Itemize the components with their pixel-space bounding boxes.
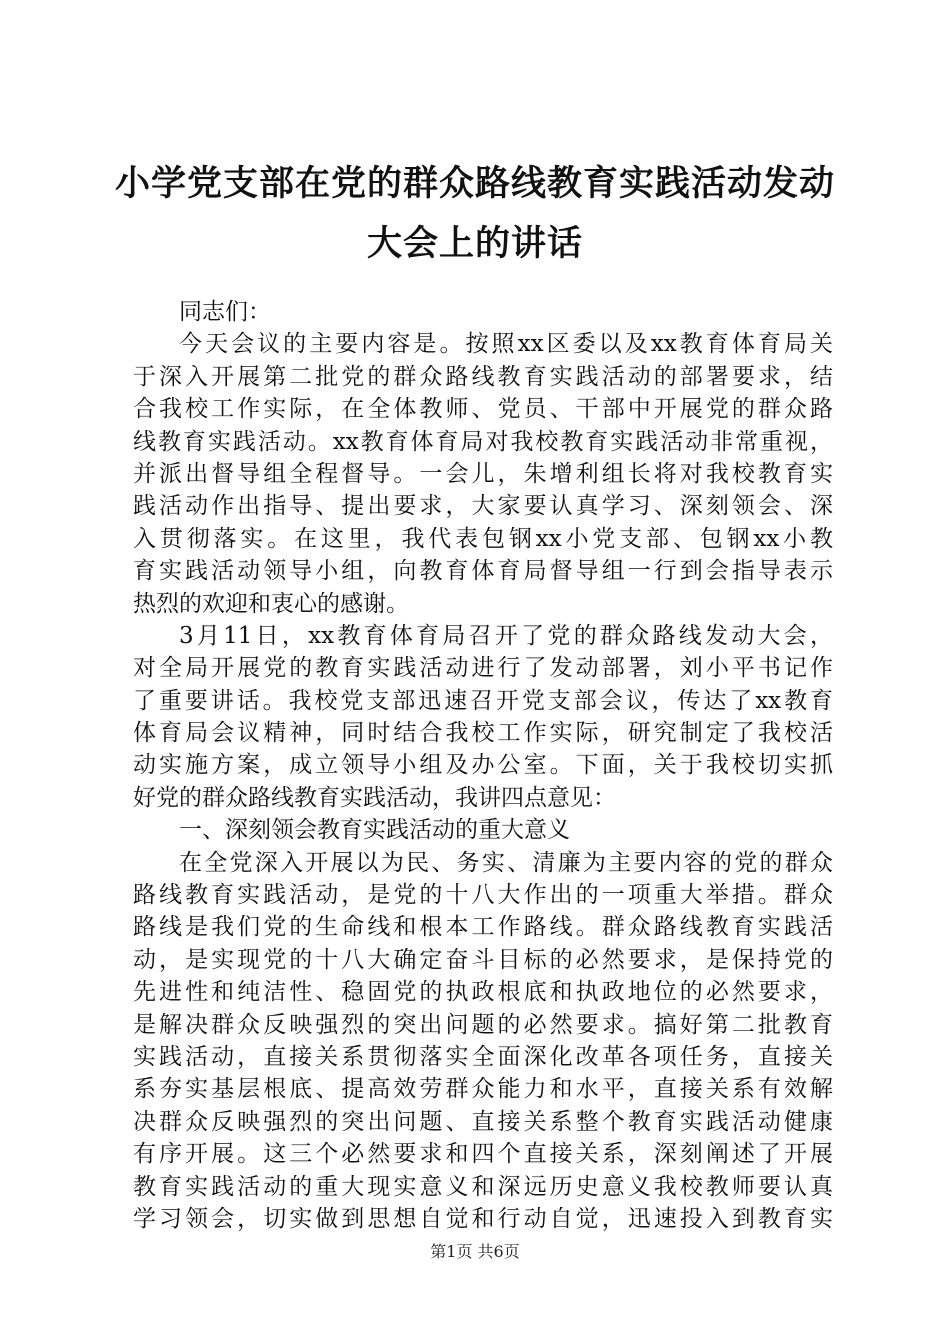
paragraph-line: 是解决群众反映强烈的突出问题的必然要求。搞好第二批教育 bbox=[133, 1011, 833, 1038]
paragraph-line: 动，是实现党的十八大确定奋斗目标的必然要求，是保持党的 bbox=[133, 946, 833, 973]
paragraph-line: 于深入开展第二批党的群众路线教育实践活动的部署要求，结 bbox=[133, 363, 833, 390]
paragraph-line: 线教育实践活动。xx教育体育局对我校教育实践活动非常重视， bbox=[133, 428, 833, 455]
document-title-line-2: 大会上的讲话 bbox=[366, 224, 583, 264]
page-number-footer: 第1页 共6页 bbox=[430, 1242, 520, 1261]
document-title-line-1: 小学党支部在党的群众路线教育实践活动发动 bbox=[114, 164, 835, 204]
paragraph-line: 3月11日，xx教育体育局召开了党的群众路线发动大会， bbox=[179, 622, 833, 649]
paragraph-line: 今天会议的主要内容是。按照xx区委以及xx教育体育局关 bbox=[179, 331, 833, 358]
paragraph-line: 体育局会议精神，同时结合我校工作实际，研究制定了我校活 bbox=[133, 720, 833, 747]
document-body bbox=[133, 296, 833, 1235]
paragraph-line: 系夯实基层根底、提高效劳群众能力和水平，直接关系有效解 bbox=[133, 1076, 833, 1103]
paragraph-line: 对全局开展党的教育实践活动进行了发动部署，刘小平书记作 bbox=[133, 655, 833, 682]
paragraph-line: 有序开展。这三个必然要求和四个直接关系，深刻阐述了开展 bbox=[133, 1141, 833, 1168]
paragraph-line: 决群众反映强烈的突出问题、直接关系整个教育实践活动健康 bbox=[133, 1108, 833, 1135]
paragraph-line: 学习领会，切实做到思想自觉和行动自觉，迅速投入到教育实 bbox=[133, 1205, 833, 1232]
paragraph-line: 并派出督导组全程督导。一会儿，朱增利组长将对我校教育实 bbox=[133, 460, 833, 487]
section-heading: 一、深刻领会教育实践活动的重大意义 bbox=[179, 817, 570, 844]
paragraph-line: 动实施方案，成立领导小组及办公室。下面，关于我校切实抓 bbox=[133, 752, 833, 779]
paragraph-line: 合我校工作实际，在全体教师、党员、干部中开展党的群众路 bbox=[133, 396, 833, 423]
paragraph-line: 育实践活动领导小组，向教育体育局督导组一行到会指导表示 bbox=[133, 558, 833, 585]
paragraph-line: 实践活动，直接关系贯彻落实全面深化改革各项任务，直接关 bbox=[133, 1043, 833, 1070]
paragraph-line: 在全党深入开展以为民、务实、清廉为主要内容的党的群众 bbox=[179, 849, 833, 876]
salutation: 同志们： bbox=[179, 299, 271, 325]
paragraph-line: 路线是我们党的生命线和根本工作路线。群众路线教育实践活 bbox=[133, 914, 833, 941]
paragraph-line: 教育实践活动的重大现实意义和深远历史意义我校教师要认真 bbox=[133, 1173, 833, 1200]
paragraph-line: 好党的群众路线教育实践活动，我讲四点意见： bbox=[133, 784, 616, 811]
paragraph-line: 路线教育实践活动，是党的十八大作出的一项重大举措。群众 bbox=[133, 882, 833, 909]
paragraph-line: 热烈的欢迎和衷心的感谢。 bbox=[133, 590, 409, 617]
paragraph-line: 践活动作出指导、提出要求，大家要认真学习、深刻领会、深 bbox=[133, 493, 833, 520]
paragraph-line: 了重要讲话。我校党支部迅速召开党支部会议，传达了xx教育 bbox=[133, 687, 833, 714]
paragraph-line: 入贯彻落实。在这里，我代表包钢xx小党支部、包钢xx小教 bbox=[133, 525, 833, 552]
paragraph-line: 先进性和纯洁性、稳固党的执政根底和执政地位的必然要求， bbox=[133, 979, 833, 1006]
